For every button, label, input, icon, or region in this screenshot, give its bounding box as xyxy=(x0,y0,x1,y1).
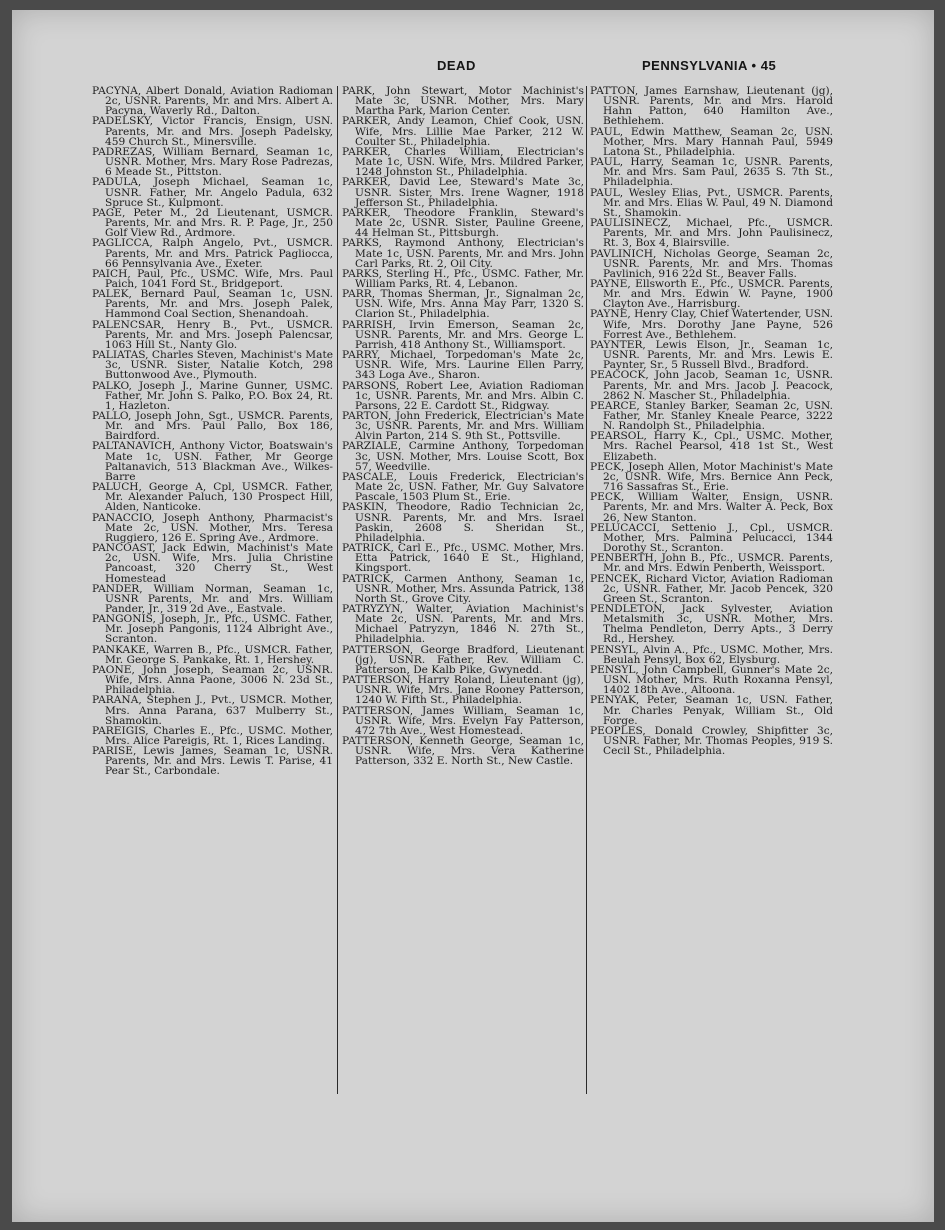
casualty-entry: PATTON, James Earnshaw, Lieutenant (jg), USNR. Parents, Mr. and Mrs. Harold Hahn Patton, 640 Hamilton Ave., Bethlehem. xyxy=(590,85,833,128)
casualty-entry: PARZIALE, Carmine Anthony, Torpedoman 3c, USN. Mother, Mrs. Louise Scott, Box 57, Weedville. xyxy=(342,440,584,473)
column-1 xyxy=(92,86,333,777)
column-2 xyxy=(342,86,584,766)
casualty-entry: PEACOCK, John Jacob, Seaman 1c, USNR. Parents, Mr. and Mrs. Jacob J. Peacock, 2862 N. Mascher St., Philadelphia. xyxy=(590,369,833,402)
casualty-entry: PAONE, John Joseph, Seaman 2c, USNR. Wife, Mrs. Anna Paone, 3006 N. 23d St., Philadelphia. xyxy=(92,663,333,697)
casualty-entry: PATTERSON, Harry Roland, Lieutenant (jg), USNR. Wife, Mrs. Jane Rooney Patterson, 1240 W. Fifth St., Philadelphia. xyxy=(342,674,584,707)
casualty-entry: PENSYL, John Campbell, Gunner's Mate 2c, USN. Mother, Mrs. Ruth Roxanna Pensyl, 1402 18th Ave., Altoona. xyxy=(590,663,833,697)
casualty-entry: PALLO, Joseph John, Sgt., USMCR. Parents, Mr. and Mrs. Paul Pallo, Box 186, Bairdford. xyxy=(92,410,333,443)
casualty-entry: PARR, Thomas Sherman, Jr., Signalman 2c, USN. Wife, Mrs. Anna May Parr, 1320 S. Clarion St., Philadelphia. xyxy=(342,288,584,321)
casualty-entry: PECK, Joseph Allen, Motor Machinist's Mate 2c, USNR. Wife, Mrs. Bernice Ann Peck, 716 Sassafras St., Erie. xyxy=(590,460,833,494)
column-3 xyxy=(590,86,833,756)
casualty-entry: PARKER, Theodore Franklin, Steward's Mate 2c, USNR. Sister, Pauline Greene, 44 Helman St., Pittsburgh. xyxy=(342,206,584,240)
casualty-entry: PAYNTER, Lewis Elson, Jr., Seaman 1c, USNR. Parents, Mr. and Mrs. Lewis E. Paynter, Sr., 5 Russell Blvd., Bradford. xyxy=(590,338,833,372)
casualty-entry: PALKO, Joseph J., Marine Gunner, USMC. Father, Mr. John S. Palko, P.O. Box 24, Rt. 1, Hazleton. xyxy=(92,379,333,412)
casualty-entry: PAYNE, Ellsworth E., Pfc., USMCR. Parents, Mr. and Mrs. Edwin W. Payne, 1900 Clayton Ave., Harrisburg. xyxy=(590,277,833,311)
casualty-entry: PALUCH, George A, Cpl, USMCR. Father, Mr. Alexander Paluch, 130 Prospect Hill, Alden, Nanticoke. xyxy=(92,481,333,514)
column-divider xyxy=(586,86,587,1094)
casualty-entry: PAUL, Edwin Matthew, Seaman 2c, USN. Mother, Mrs. Mary Hannah Paul, 5949 Latona St., Philadelphia. xyxy=(590,125,833,158)
casualty-entry: PAUL, Harry, Seaman 1c, USNR. Parents, Mr. and Mrs. Sam Paul, 2635 S. 7th St., Philadelphia. xyxy=(590,156,833,189)
casualty-entry: PADELSKY, Victor Francis, Ensign, USN. Parents, Mr. and Mrs. Joseph Padelsky, 459 Church St., Minersville. xyxy=(92,115,333,148)
casualty-entry: PANGONIS, Joseph, Jr., Pfc., USMC. Father, Mr. Joseph Pangonis, 1124 Albright Ave., Scranton. xyxy=(92,613,333,646)
casualty-entry: PARANA, Stephen J., Pvt., USMCR. Mother, Mrs. Anna Parana, 637 Mulberry St., Shamokin. xyxy=(92,694,333,727)
casualty-entry: PATRICK, Carl E., Pfc., USMC. Mother, Mrs. Etta Patrick, 1640 E St., Highland, Kingsport. xyxy=(342,542,584,575)
casualty-entry: PARKER, Charles William, Electrician's Mate 1c, USN. Wife, Mrs. Mildred Parker, 1248 Johnston St., Philadelphia. xyxy=(342,145,584,179)
casualty-entry: PENBERTH, John B., Pfc., USMCR. Parents, Mr. and Mrs. Edwin Penberth, Weissport. xyxy=(590,552,833,575)
casualty-entry: PAUL, Wesley Elias, Pvt., USMCR. Parents, Mr. and Mrs. Elias W. Paul, 49 N. Diamond St., Shamokin. xyxy=(590,186,833,219)
column-divider xyxy=(337,86,338,1094)
casualty-entry: PAICH, Paul, Pfc., USMC. Wife, Mrs. Paul Paich, 1041 Ford St., Bridgeport. xyxy=(92,267,333,290)
casualty-entry: PENSYL, Alvin A., Pfc., USMC. Mother, Mrs. Beulah Pensyl, Box 62, Elysburg. xyxy=(590,643,833,666)
casualty-entry: PANDER, William Norman, Seaman 1c, USNR Parents, Mr. and Mrs. William Pander, Jr., 319 2d Ave., Eastvale. xyxy=(92,582,333,615)
casualty-entry: PARTON, John Frederick, Electrician's Mate 3c, USNR. Parents, Mr. and Mrs. William Alvin Parton, 214 S. 9th St., Pottsville. xyxy=(342,410,584,443)
casualty-entry: PARISE, Lewis James, Seaman 1c, USNR. Parents, Mr. and Mrs. Lewis T. Parise, 41 Pear St., Carbondale. xyxy=(92,745,333,778)
casualty-entry: PARK, John Stewart, Motor Machinist's Mate 3c, USNR. Mother, Mrs. Mary Martha Park, Marion Center. xyxy=(342,85,584,118)
casualty-entry: PAREIGIS, Charles E., Pfc., USMC. Mother, Mrs. Alice Pareigis, Rt. 1, Rices Landing. xyxy=(92,724,333,747)
casualty-entry: PADULA, Joseph Michael, Seaman 1c, USNR. Father, Mr. Angelo Padula, 632 Spruce St., Kulpmont. xyxy=(92,176,333,209)
casualty-entry: PANCOAST, Jack Edwin, Machinist's Mate 2c, USN. Wife, Mrs. Julia Christine Pancoast, 320 Cherry St., West Homestead xyxy=(92,542,333,585)
casualty-entry: PEARSOL, Harry K., Cpl., USMC. Mother, Mrs. Rachel Pearsol, 418 1st St., West Elizabeth. xyxy=(590,430,833,463)
casualty-entry: PENCEK, Richard Victor, Aviation Radioman 2c, USNR. Father, Mr. Jacob Pencek, 320 Green St., Scranton. xyxy=(590,572,833,605)
casualty-entry: PARRISH, Irvin Emerson, Seaman 2c, USNR. Parents, Mr. and Mrs. George L. Parrish, 418 Anthony St., Williamsport. xyxy=(342,318,584,351)
casualty-entry: PAULISINECZ, Michael, Pfc., USMCR. Parents, Mr. and Mrs. John Paulisinecz, Rt. 3, Box 4, Blairsville. xyxy=(590,217,833,250)
casualty-entry: PARKER, Andy Leamon, Chief Cook, USN. Wife, Mrs. Lillie Mae Parker, 212 W. Coulter St., Philadelphia. xyxy=(342,115,584,148)
casualty-entry: PARKS, Sterling H., Pfc., USMC. Father, Mr. William Parks, Rt. 4, Lebanon. xyxy=(342,267,584,290)
casualty-entry: PATRYZYN, Walter, Aviation Machinist's Mate 2c, USN. Parents, Mr. and Mrs. Michael Patryzyn, 1846 N. 27th St., Philadelphia. xyxy=(342,602,584,646)
casualty-entry: PARKER, David Lee, Steward's Mate 3c, USNR. Sister, Mrs. Irene Wagner, 1918 Jefferson St., Philadelphia. xyxy=(342,176,584,209)
casualty-entry: PELUCACCI, Settenio J., Cpl., USMCR. Mother, Mrs. Palmina Pelucacci, 1344 Dorothy St., Scranton. xyxy=(590,521,833,555)
casualty-entry: PEARCE, Stanley Barker, Seaman 2c, USN. Father, Mr. Stanley Kneale Pearce, 3222 N. Randolph St., Philadelphia. xyxy=(590,399,833,433)
casualty-entry: PALTANAVICH, Anthony Victor, Boatswain's Mate 1c, USN. Father, Mr George Paltanavich, 513 Blackman Ave., Wilkes-Barre xyxy=(92,440,333,483)
running-header xyxy=(0,58,945,78)
casualty-entry: PATTERSON, James William, Seaman 1c, USNR. Wife, Mrs. Evelyn Fay Patterson, 472 7th Ave., West Homestead. xyxy=(342,704,584,737)
casualty-entry: PADREZAS, William Bernard, Seaman 1c, USNR. Mother, Mrs. Mary Rose Padrezas, 6 Meade St., Pittston. xyxy=(92,145,333,179)
casualty-entry: PARSONS, Robert Lee, Aviation Radioman 1c, USNR. Parents, Mr. and Mrs. Albin C. Parsons, 22 E. Cardott St., Ridgway. xyxy=(342,379,584,412)
casualty-entry: PAGLICCA, Ralph Angelo, Pvt., USMCR. Parents, Mr. and Mrs. Patrick Pagliocca, 66 Pennsylvania Ave., Exeter. xyxy=(92,237,333,270)
casualty-entry: PENDLETON, Jack Sylvester, Aviation Metalsmith 3c, USNR. Mother, Mrs. Thelma Pendleton, Derry Apts., 3 Derry Rd., Hershey. xyxy=(590,602,833,646)
casualty-entry: PENYAK, Peter, Seaman 1c, USN. Father, Mr. Charles Penyak, William St., Old Forge. xyxy=(590,694,833,727)
casualty-entry: PAGE, Peter M., 2d Lieutenant, USMCR. Parents, Mr. and Mrs. R. P. Page, Jr., 250 Golf View Rd., Ardmore. xyxy=(92,206,333,240)
casualty-entry: PARKS, Raymond Anthony, Electrician's Mate 1c, USN. Parents, Mr. and Mrs. John Carl Parks, Rt. 2, Oil City. xyxy=(342,237,584,270)
casualty-entry: PATRICK, Carmen Anthony, Seaman 1c, USNR. Mother, Mrs. Assunda Patrick, 138 North St., Grove City. xyxy=(342,572,584,605)
casualty-entry: PANACCIO, Joseph Anthony, Pharmacist's Mate 2c, USN. Mother, Mrs. Teresa Ruggiero, 126 E. Spring Ave., Ardmore. xyxy=(92,511,333,544)
casualty-entry: PAYNE, Henry Clay, Chief Watertender, USN. Wife, Mrs. Dorothy Jane Payne, 526 Forrest Ave., Bethlehem. xyxy=(590,308,833,341)
state-and-page-number: PENNSYLVANIA • 45 xyxy=(642,58,777,73)
casualty-entry: PALENCSAR, Henry B., Pvt., USMCR. Parents, Mr. and Mrs. Joseph Palencsar, 1063 Hill St., Nanty Glo. xyxy=(92,318,333,351)
casualty-entry: PEOPLES, Donald Crowley, Shipfitter 3c, USNR. Father, Mr. Thomas Peoples, 919 S. Cecil St., Philadelphia. xyxy=(590,724,833,758)
casualty-entry: PATTERSON, George Bradford, Lieutenant (jg), USNR. Father, Rev. William C. Patterson, De Kalb Pike, Gwynedd. xyxy=(342,643,584,676)
casualty-entry: PAVLINICH, Nicholas George, Seaman 2c, USNR. Parents, Mr. and Mrs. Thomas Pavlinich, 916 22d St., Beaver Falls. xyxy=(590,247,833,280)
casualty-entry: PASKIN, Theodore, Radio Technician 2c, USNR. Parents, Mr. and Mrs. Israel Paskin, 2608 S. Sheridan St., Philadelphia. xyxy=(342,501,584,544)
casualty-entry: PALEK, Bernard Paul, Seaman 1c, USN. Parents, Mr. and Mrs. Joseph Palek, Hammond Coal Section, Shenandoah. xyxy=(92,288,333,321)
casualty-entry: PECK, William Walter, Ensign, USNR. Parents, Mr. and Mrs. Walter A. Peck, Box 26, New Stanton. xyxy=(590,491,833,524)
casualty-entry: PASCALE, Louis Frederick, Electrician's Mate 2c, USN. Father, Mr. Guy Salvatore Pascale, 1503 Plum St., Erie. xyxy=(342,470,584,504)
casualty-entry: PATTERSON, Kenneth George, Seaman 1c, USNR. Wife, Mrs. Vera Katherine Patterson, 332 E. North St., New Castle. xyxy=(342,735,584,768)
section-title: DEAD xyxy=(437,58,476,73)
casualty-entry: PACYNA, Albert Donald, Aviation Radioman 2c, USNR. Parents, Mr. and Mrs. Albert A. Pacyna, Waverly Rd., Dalton. xyxy=(92,85,333,118)
casualty-entry: PARRY, Michael, Torpedoman's Mate 2c, USNR. Wife, Mrs. Laurine Ellen Parry, 343 Loga Ave., Sharon. xyxy=(342,349,584,382)
casualty-entry: PALIATAS, Charles Steven, Machinist's Mate 3c, USNR. Sister, Natalie Kotch, 298 Buttonwood Ave., Plymouth. xyxy=(92,349,333,382)
casualty-entry: PANKAKE, Warren B., Pfc., USMCR. Father, Mr. George S. Pankake, Rt. 1, Hershey. xyxy=(92,643,333,666)
